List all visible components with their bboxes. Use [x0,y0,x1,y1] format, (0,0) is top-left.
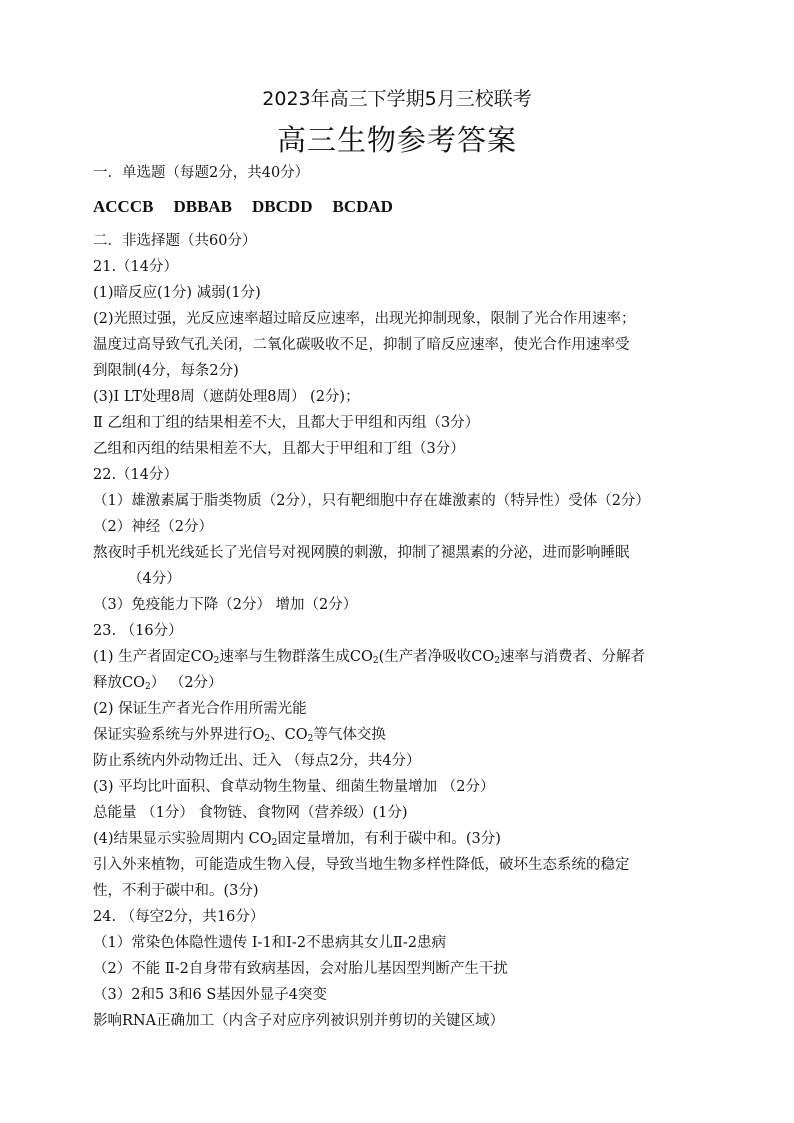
q22-line-2: （2）神经（2分） [93,519,213,535]
q24-line-3: （3）2和5 3和6 S基因外显子4突变 [93,987,328,1003]
text-fragment: 固定量增加，有利于碳中和。(3分) [277,831,501,847]
q23-line-2 [93,673,223,697]
mc-answer-group-2: DBBAB [173,197,233,216]
text-fragment: (1) 生产者固定CO [93,649,214,665]
q23-line-8 [93,829,501,853]
text-fragment: (生产者净吸收CO [378,649,495,665]
q22-line-1: （1）雄激素属于脂类物质（2分），只有靶细胞中存在雄激素的（特异性）受体（2分） [93,493,650,509]
q22-line-5: （3）免疫能力下降（2分） 增加（2分） [93,597,358,613]
section1-heading: 一．单选题（每题2分，共40分） [93,165,310,181]
text-fragment: 保证实验系统与外界进行O [93,727,265,743]
q23-line-6: (3) 平均比叶面积、食草动物生物量、细菌生物量增加 （2分） [93,779,495,795]
text-fragment: 等气体交换 [313,727,386,743]
page-title: 高三生物参考答案 [276,123,517,157]
q24-line-2: （2）不能 Ⅱ-2自身带有致病基因，会对胎儿基因型判断产生干扰 [93,961,508,977]
subscript: 2 [144,682,151,692]
subscript: 2 [271,838,278,848]
mc-answers [93,197,413,217]
q23-line-7: 总能量 （1分） 食物链、食物网（营养级）(1分) [93,805,408,821]
q24-label: 24. （每空2分，共16分） [93,909,265,925]
q23-line-4 [93,725,386,749]
mc-answer-group-1: ACCCB [93,197,154,216]
q21-line-6: Ⅱ 乙组和丁组的结果相差不大，且都大于甲组和丙组（3分） [93,415,480,431]
text-fragment: 速率与消费者、分解者 [499,649,645,665]
subscript: 2 [307,734,314,744]
q23-line-10: 性，不利于碳中和。(3分) [93,883,259,899]
q22-line-4: （4分） [128,571,181,587]
exam-subtitle: 2023年高三下学期5月三校联考 [262,88,532,110]
text-fragment: 释放CO [93,675,145,691]
q22-label: 22.（14分） [93,467,179,483]
q21-line-7: 乙组和丙组的结果相差不大，且都大于甲组和丁组（3分） [93,441,465,457]
q23-line-3: (2) 保证生产者光合作用所需光能 [93,701,307,717]
q22-line-3: 熬夜时手机光线延长了光信号对视网膜的刺激，抑制了褪黑素的分泌，进而影响睡眠 [93,545,630,561]
subscript: 2 [372,656,379,666]
q21-line-2: (2)光照过强，光反应速率超过暗反应速率，出现光抑制现象，限制了光合作用速率； [93,311,636,327]
q21-label: 21.（14分） [93,259,179,275]
section2-heading: 二．非选择题（共60分） [93,233,257,249]
subscript: 2 [213,656,220,666]
mc-answer-group-4: BCDAD [332,197,393,216]
q21-line-4: 到限制(4分，每条2分) [93,363,239,379]
q23-label: 23. （16分） [93,623,183,639]
q21-line-1: (1)暗反应(1分) 减弱(1分) [93,285,261,301]
q23-line-9: 引入外来植物，可能造成生物入侵，导致当地生物多样性降低，破坏生态系统的稳定 [93,857,630,873]
text-fragment: (4)结果显示实验周期内 CO [93,831,272,847]
text-fragment: ） （2分） [150,675,223,691]
q24-line-4: 影响RNA正确加工（内含子对应序列被识别并剪切的关键区域） [93,1013,505,1029]
q21-line-5: (3)Ⅰ LT处理8周（遮荫处理8周） (2分)； [93,389,360,405]
q23-line-5: 防止系统内外动物迁出、迁入 （每点2分，共4分） [93,753,421,769]
subscript: 2 [264,734,271,744]
q23-line-1 [93,647,645,671]
text-fragment: 、CO [270,727,308,743]
subscript: 2 [494,656,500,666]
text-fragment: 速率与生物群落生成CO [219,649,373,665]
q21-line-3: 温度过高导致气孔关闭，二氧化碳吸收不足，抑制了暗反应速率，使光合作用速率受 [93,337,630,353]
mc-answer-group-3: DBCDD [252,197,313,216]
q24-line-1: （1）常染色体隐性遗传 Ⅰ-1和Ⅰ-2不患病其女儿Ⅱ-2患病 [93,935,447,951]
